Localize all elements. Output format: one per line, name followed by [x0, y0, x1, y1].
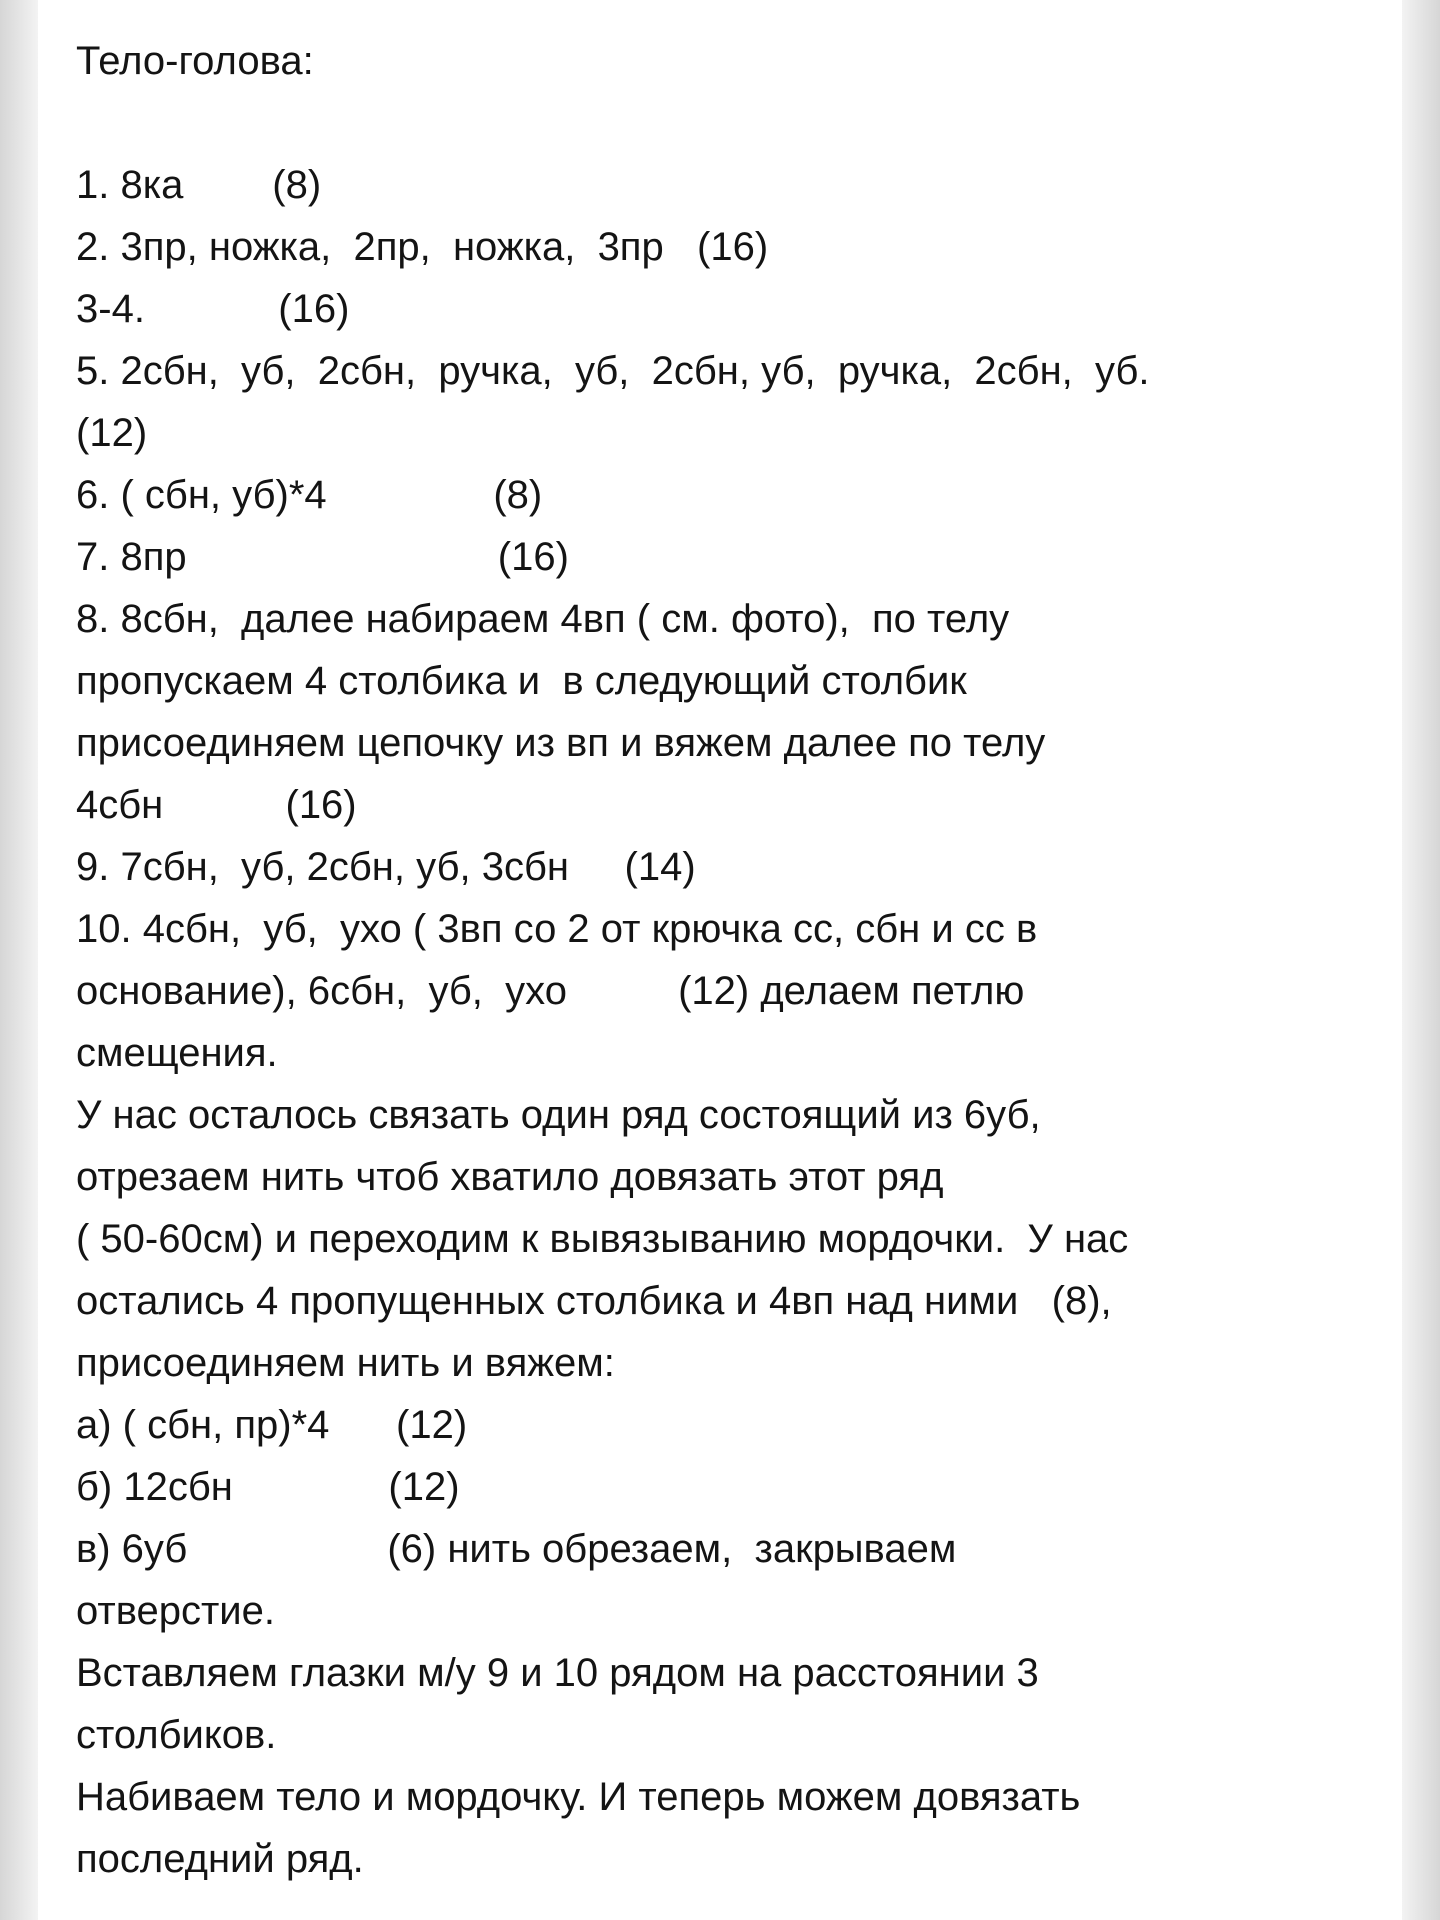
text-line-23: в) 6уб (6) нить обрезаем, закрываем	[76, 1527, 957, 1571]
text-line-8: 8. 8сбн, далее набираем 4вп ( см. фото), по телу	[76, 597, 1010, 641]
text-line-20: присоединяем нить и вяжем:	[76, 1341, 615, 1385]
text-line-9: пропускаем 4 столбика и в следующий столбик	[76, 659, 967, 703]
text-line-1: 1. 8ка (8)	[76, 163, 322, 207]
text-line-27: Набиваем тело и мордочку. И теперь можем довязать	[76, 1775, 1081, 1819]
text-line-13: 10. 4сбн, уб, ухо ( 3вп со 2 от крючка сс, сбн и сс в	[76, 907, 1038, 951]
text-line-26: столбиков.	[76, 1713, 277, 1757]
text-line-16: У нас осталось связать один ряд состоящий из 6уб,	[76, 1093, 1041, 1137]
text-line-3: 3-4. (16)	[76, 287, 350, 331]
text-line-14: основание), 6сбн, уб, ухо (12) делаем петлю	[76, 969, 1025, 1013]
text-line-12: 9. 7сбн, уб, 2сбн, уб, 3сбн (14)	[76, 845, 696, 889]
text-line-7: 7. 8пр (16)	[76, 535, 569, 579]
document-title: Тело-голова:	[76, 39, 314, 83]
text-line-25: Вставляем глазки м/у 9 и 10 рядом на расстоянии 3	[76, 1651, 1039, 1695]
text-line-11: 4сбн (16)	[76, 783, 357, 827]
text-line-2: 2. 3пр, ножка, 2пр, ножка, 3пр (16)	[76, 225, 769, 269]
text-line-19: остались 4 пропущенных столбика и 4вп над ними (8),	[76, 1279, 1112, 1323]
text-line-5: (12)	[76, 411, 148, 455]
text-line-28: последний ряд.	[76, 1837, 364, 1881]
text-line-18: ( 50-60см) и переходим к вывязыванию мордочки. У нас	[76, 1217, 1129, 1261]
page-edge-left	[0, 0, 38, 1920]
text-line-22: б) 12сбн (12)	[76, 1465, 460, 1509]
text-line-17: отрезаем нить чтоб хватило довязать этот ряд	[76, 1155, 944, 1199]
document-page	[38, 0, 1402, 1920]
text-line-15: смещения.	[76, 1031, 278, 1075]
text-line-6: 6. ( сбн, уб)*4 (8)	[76, 473, 543, 517]
text-line-4: 5. 2сбн, уб, 2сбн, ручка, уб, 2сбн, уб, ручка, 2сбн, уб.	[76, 349, 1150, 393]
text-line-21: а) ( сбн, пр)*4 (12)	[76, 1403, 468, 1447]
page-edge-right	[1402, 0, 1440, 1920]
text-line-10: присоединяем цепочку из вп и вяжем далее по телу	[76, 721, 1046, 765]
text-line-24: отверстие.	[76, 1589, 276, 1633]
